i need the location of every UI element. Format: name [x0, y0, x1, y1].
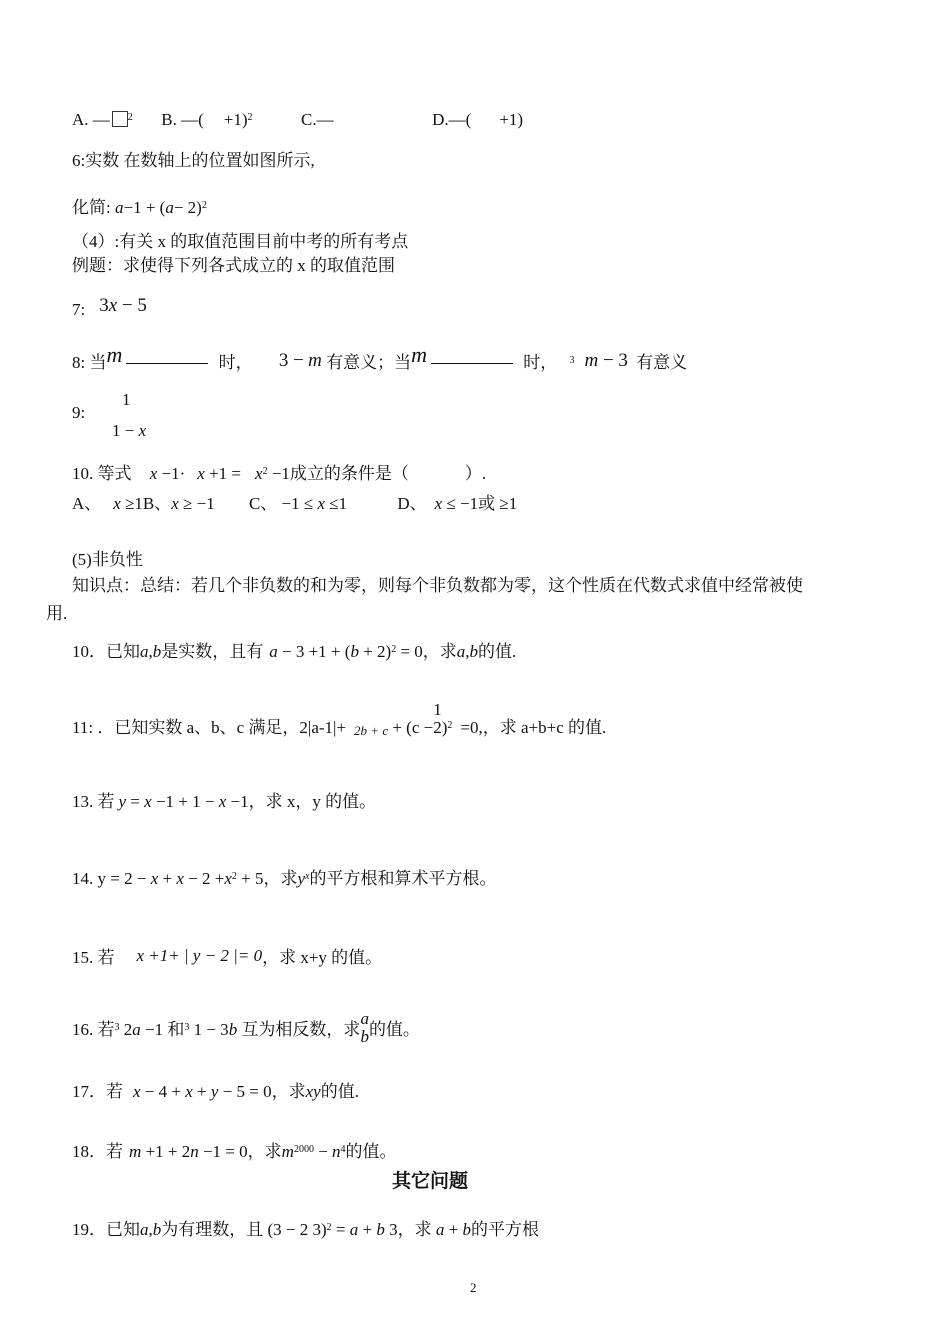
section5-knowledge: 知识点：总结：若几个非负数的和为零，则每个非负数都为零，这个性质在代数式求值中经常被使 — [72, 576, 803, 595]
q11: 11: ．已知实数 a、b、c 满足，2|a-1|+ 2b + c + (c − 1 2 )$^2$ =0,，求 a+b+c 的值. — [72, 700, 607, 738]
q11-fraction: 1 2 — [433, 700, 442, 738]
q9-denominator: 1 − x — [112, 421, 147, 440]
answer-blank[interactable] — [126, 363, 208, 364]
section5-knowledge-cont: 用. — [46, 604, 68, 623]
q10-option-a: A、 — [72, 494, 102, 513]
q16-fraction: a b — [360, 1009, 369, 1046]
section4-example: 例题：求使得下列各式成立的 x 的取值范围 — [72, 256, 395, 275]
answer-blank[interactable] — [431, 363, 513, 364]
q5-option-a: A. — — [72, 110, 110, 129]
q19: 19．已知a,b为有理数，且 (3 − 2 3)$^2$ = a + b 3，求 a + b的平方根 — [72, 1220, 539, 1239]
q6-expression: 化简: $a-1 + (a- 2)^2$ — [72, 198, 207, 217]
q6-text: 6:实数 在数轴上的位置如图所示, — [72, 151, 315, 170]
q8: 8: 当m 时， 3 − m 有意义；当m 时， $^3$ m − 3 有意义 — [72, 342, 688, 372]
q7: 7: 3x − 5 — [72, 295, 147, 319]
q13: 13. 若 y = x −1 + 1 − x −1，求 x，y 的值。 — [72, 792, 377, 811]
q10-options: A、 x ≥1B、x ≥ −1 C、 −1 ≤ x ≤1 D、 x ≤ −1或 ≥1 — [72, 494, 518, 513]
q9-label: 9: — [72, 403, 86, 422]
section5-title: (5)非负性 — [72, 550, 143, 569]
page-number: 2 — [470, 1280, 477, 1295]
q17: 17．若 x − 4 + x + y − 5 = 0，求xy的值. — [72, 1082, 359, 1101]
q10-option-d: D、 — [397, 494, 427, 513]
q5-option-d: D.—( — [432, 110, 472, 129]
q16: 16. 若$^3$ 2a −1 和$^3$ 1 − 3b 互为相反数，求 a b 的值。 — [72, 1009, 420, 1046]
section-heading-other: 其它问题 — [392, 1170, 469, 1192]
q5-option-c: C.— — [301, 110, 334, 129]
q5-option-b: B. —( — [161, 110, 204, 129]
q9-numerator: 1 — [122, 390, 131, 409]
q18: 18．若 m +1 + 2n −1 = 0，求$m^{2000} - n^4$的值。 — [72, 1142, 397, 1161]
q10-equation: 10. 等式 $x -1\cdot x +1 = x^2 -1$成立的条件是（ ）. — [72, 464, 487, 483]
q10b: 10．已知a,b是实数，且有 $a - 3 +1 + (b + 2)^2 = 0$，求a,b的值. — [72, 642, 517, 661]
section4-title: （4）:有关 x 的取值范围目前中考的所有考点 — [72, 232, 409, 251]
radical-box-icon — [112, 111, 128, 127]
q10-option-c: C、 −1 ≤ — [248, 494, 314, 513]
q14: 14. $y = 2 - x + x - 2 +x^2 + 5$，求$y^x$的平方根和算术平方根。 — [72, 869, 497, 888]
q15: 15. 若 x +1+ | y − 2 |= 0，求 x+y 的值。 — [72, 946, 383, 967]
q5-options: A. — $^2$ B. —( +1)$^2$ C.— D.—( +1) — [72, 110, 524, 129]
